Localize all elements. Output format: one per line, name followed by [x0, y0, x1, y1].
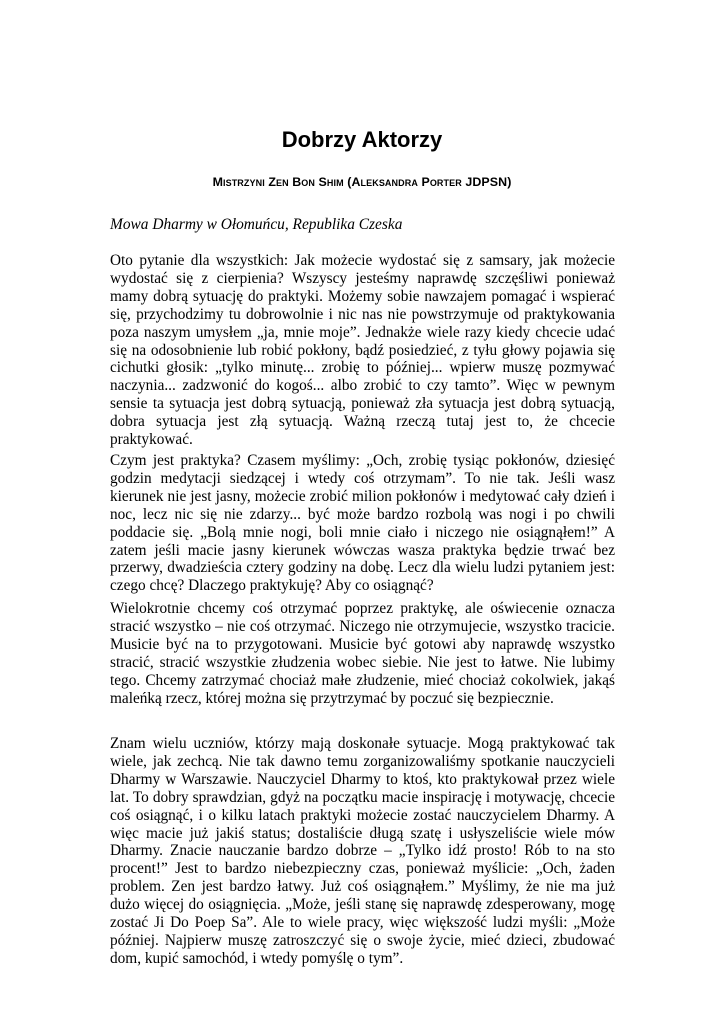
talk-location-subtitle: Mowa Dharmy w Ołomuńcu, Republika Czeska — [110, 216, 403, 233]
paragraph-1: Oto pytanie dla wszystkich: Jak możecie wydostać się z samsary, jak możecie wydostać się z cierpienia? Wszyscy jesteśmy naprawdę szczęśliwi ponieważ mamy dobrą sytuację do praktyki. Możemy sobie nawzajem pomagać i wspierać się, przychodzimy tu dobrowolnie i nic nas nie powstrzymuje od praktykowania poza naszym umysłem „ja, mnie moje”. Jednakże wiele razy kiedy chcecie udać się na odosobnienie lub robić pokłony, bądź posiedzieć, z tyłu głowy pojawia się cichutki głosik: „tylko minutę... zrobię to później... wpierw muszę pozmywać naczynia... zadzwonić do kogoś... albo zrobić to czy tamto”. Więc w pewnym sensie ta sytuacja jest dobrą sytuacją, ponieważ zła sytuacja jest dobrą sytuacją, dobra sytuacja jest złą sytuacją. Ważną rzeczą tutaj jest to, że chcecie praktykować. — [110, 252, 615, 449]
author-line: Mistrzyni Zen Bon Shim (Aleksandra Porter JDPSN) — [212, 175, 512, 189]
paragraph-4: Znam wielu uczniów, którzy mają doskonałe sytuacje. Mogą praktykować tak wiele, jak zechcą. Nie tak dawno temu zorganizowaliśmy spotkanie nauczycieli Dharmy w Warszawie. Nauczyciel Dharmy to ktoś, kto praktykował przez wiele lat. To dobry sprawdzian, gdyż na początku macie inspirację i motywację, chcecie coś osiągnąć, i o kilku latach praktyki możecie zostać nauczycielem Dharmy. A więc macie już jakiś status; dostaliście długą szatę i usłyszeliście wiele mów Dharmy. Znacie nauczanie bardzo dobrze – „Tylko idź prosto! Rób to na sto procent!” Jest to bardzo niebezpieczny czas, ponieważ myślicie: „Och, żaden problem. Zen jest bardzo łatwy. Już coś osiągnąłem.” Myślimy, że nie ma już dużo więcej do osiągnięcia. „Może, jeśli stanę się naprawdę zdesperowany, mogę zostać Ji Do Poep Sa”. Ale to wiele pracy, więc większość ludzi myśli: „Może później. Najpierw muszę zatroszczyć się o swoje życie, mieć dzieci, zbudować dom, kupić samochód, i wtedy pomyślę o tym”. — [110, 735, 615, 967]
paragraph-2: Czym jest praktyka? Czasem myślimy: „Och, zrobię tysiąc pokłonów, dziesięć godzin medytacji siedzącej i wtedy coś otrzymam”. To nie tak. Jeśli wasz kierunek nie jest jasny, możecie zrobić milion pokłonów i medytować cały dzień i noc, lecz nic się nie zdarzy... być może bardzo rozbolą was nogi i po chwili poddacie się. „Bolą mnie nogi, boli mnie ciało i niczego nie osiągnąłem!” A zatem jeśli macie jasny kierunek wówczas wasza praktyka będzie trwać bez przerwy, dwadzieścia cztery godziny na dobę. Lecz dla wielu ludzi pytaniem jest: czego chcę? Dlaczego praktykuję? Aby co osiągnąć? — [110, 452, 615, 595]
document-title: Dobrzy Aktorzy — [281, 127, 443, 152]
paragraph-3: Wielokrotnie chcemy coś otrzymać poprzez praktykę, ale oświecenie oznacza stracić wszystko – nie coś otrzymać. Niczego nie otrzymujecie, wszystko tracicie. Musicie być na to przygotowani. Musicie być gotowi aby naprawdę wszystko stracić, stracić wszystkie złudzenia wobec siebie. Nie jest to łatwe. Nie lubimy tego. Chcemy zatrzymać chociaż małe złudzenie, mieć chociaż cokolwiek, jakąś maleńką rzecz, której można się przytrzymać by poczuć się bezpiecznie. — [110, 600, 615, 707]
